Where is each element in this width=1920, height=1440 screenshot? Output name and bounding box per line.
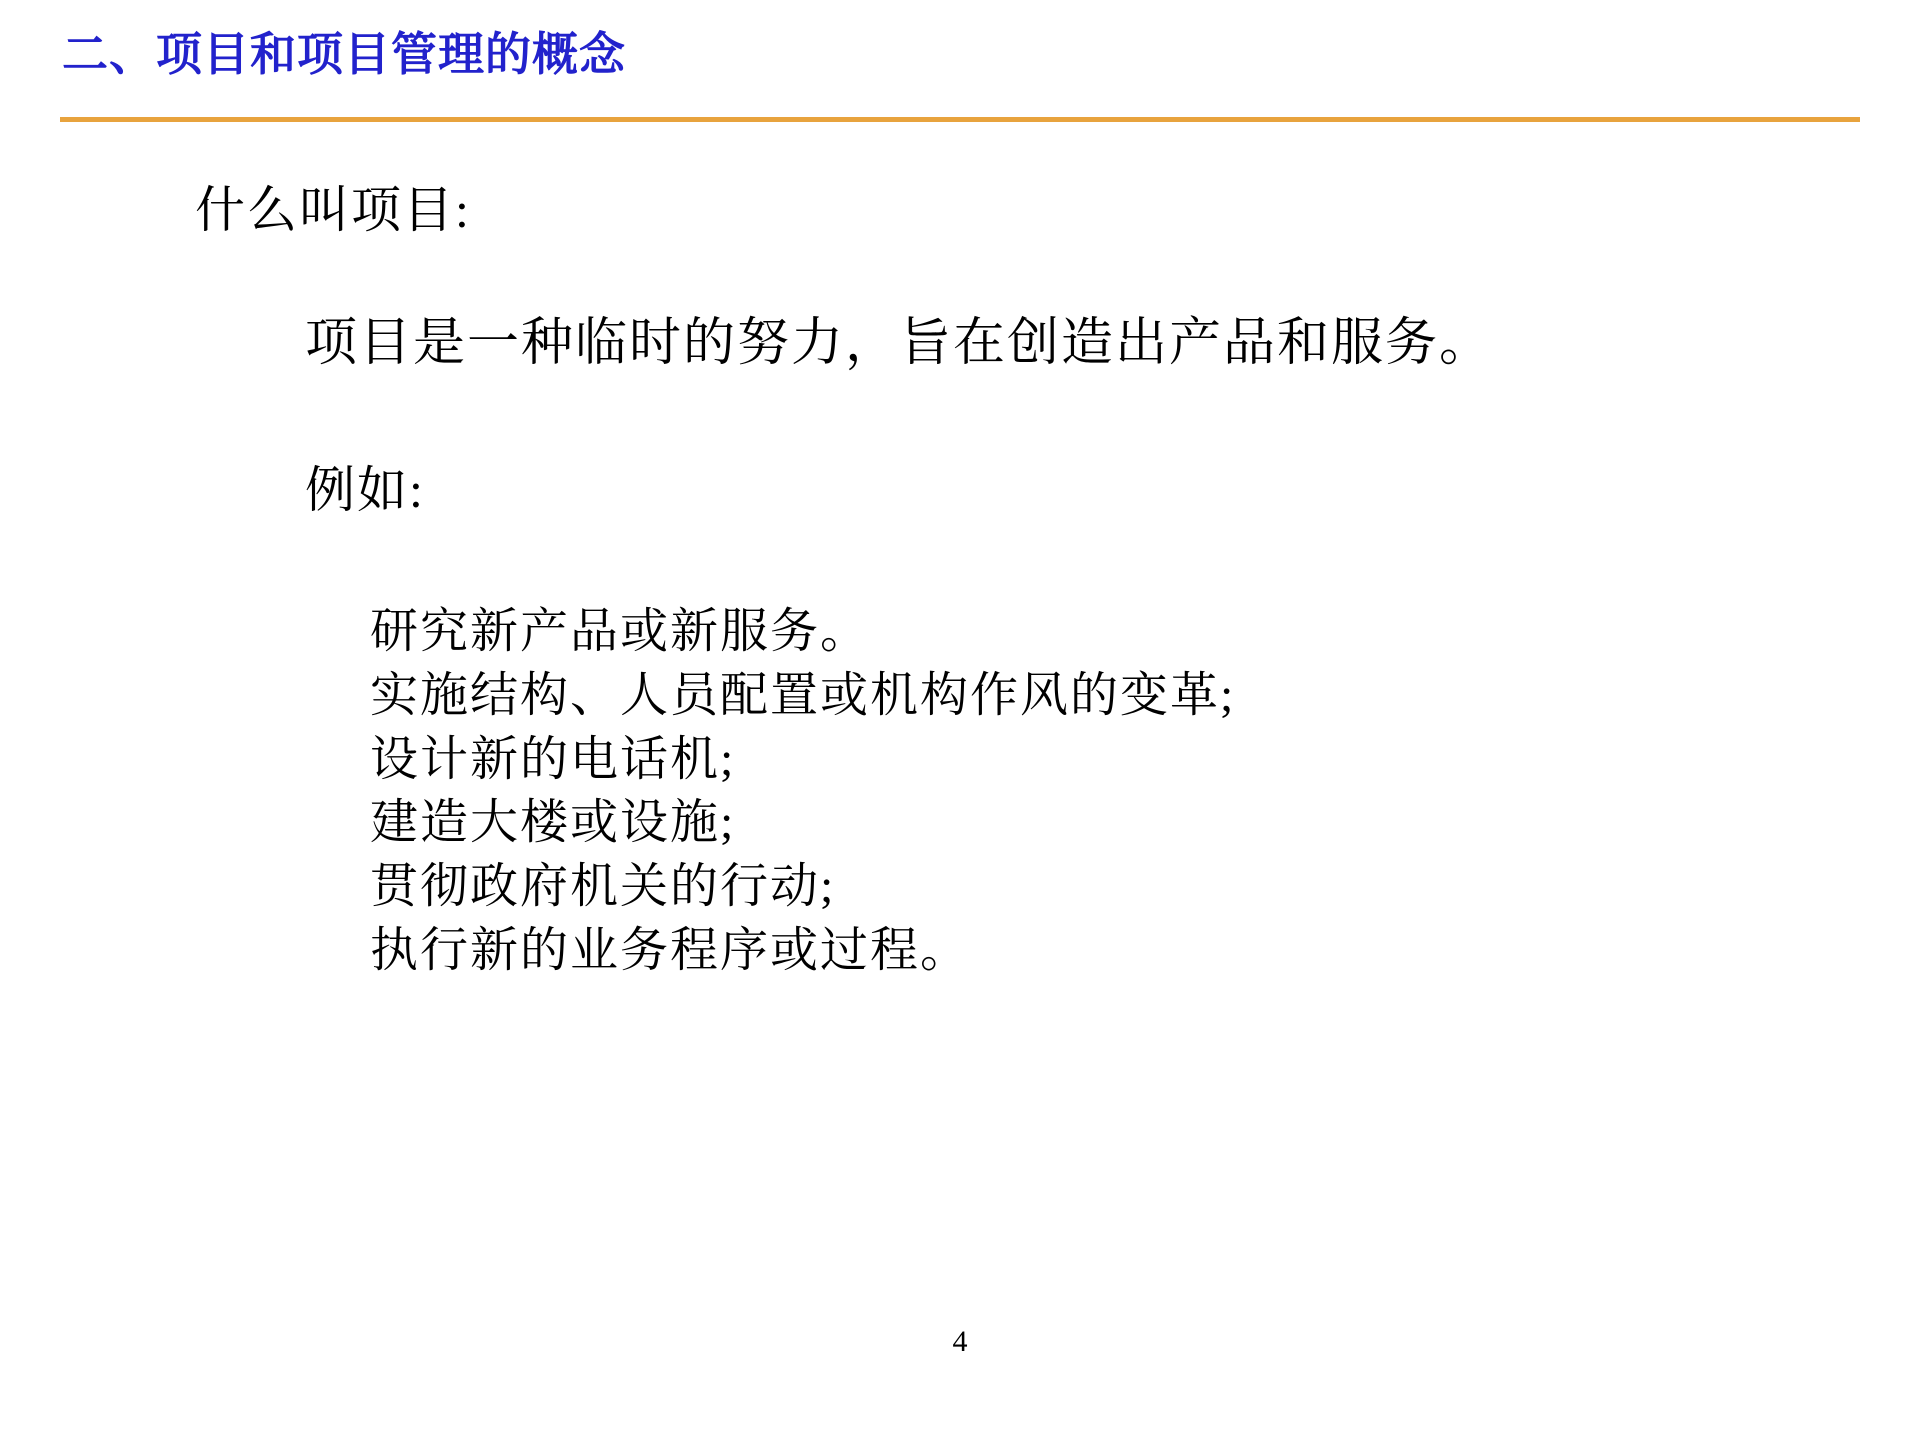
list-item: 设计新的电话机; bbox=[370, 732, 736, 786]
page-number: 4 bbox=[952, 1325, 968, 1358]
list-item: 建造大楼或设施; bbox=[370, 796, 736, 850]
list-item: 研究新产品或新服务。 bbox=[370, 605, 871, 658]
page-title: 二、项目和项目管理的概念 bbox=[62, 27, 626, 81]
list-item: 贯彻政府机关的行动; bbox=[370, 860, 836, 914]
list-item: 实施结构、人员配置或机构作风的变革; bbox=[370, 668, 1236, 722]
example-list bbox=[370, 600, 1235, 983]
example-label: 例如: bbox=[305, 462, 425, 518]
title-divider bbox=[60, 117, 1860, 122]
list-item: 执行新的业务程序或过程。 bbox=[370, 924, 971, 978]
definition-text: 项目是一种临时的努力，旨在创造出产品和服务。 bbox=[305, 315, 1494, 372]
lead-text: 什么叫项目: bbox=[195, 182, 471, 238]
